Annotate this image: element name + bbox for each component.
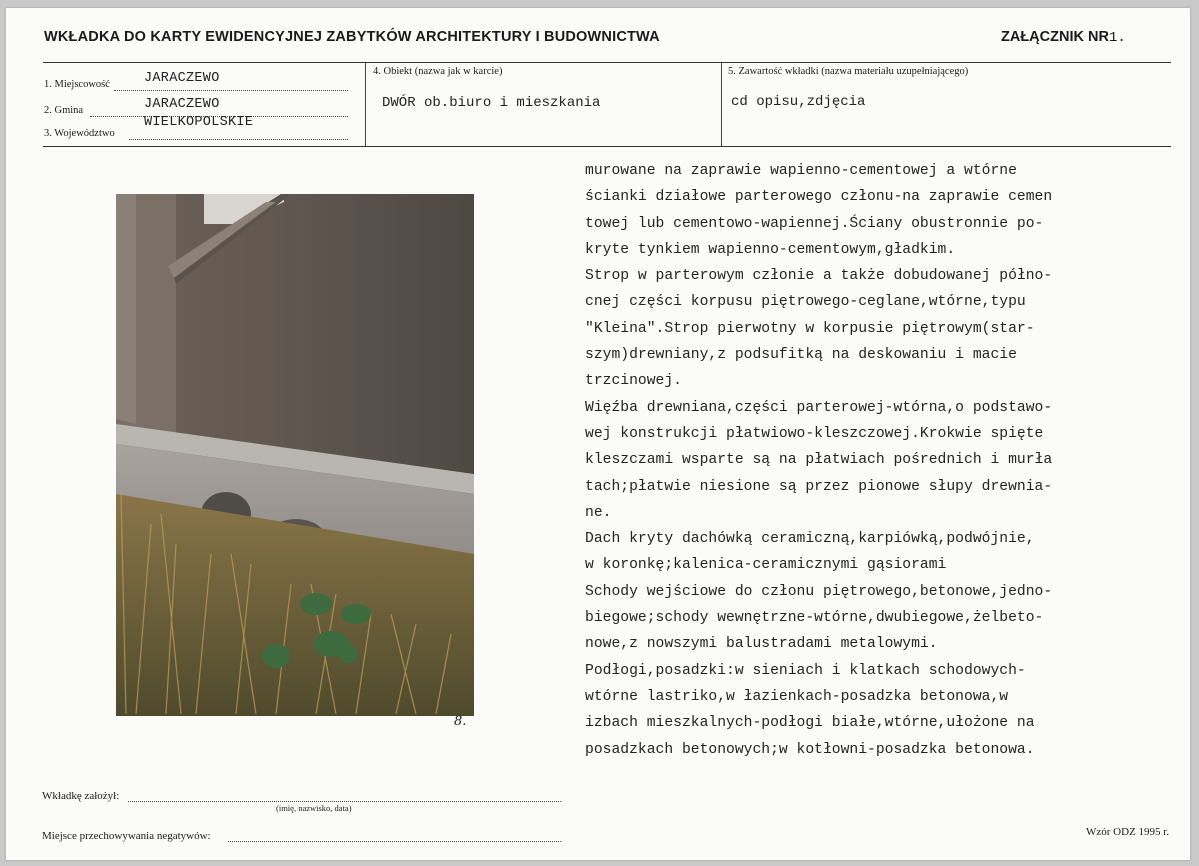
created-by-dots bbox=[128, 801, 561, 802]
description-line: Schody wejściowe do członu piętrowego,betonowe,jedno- bbox=[585, 583, 1053, 600]
description-line: Podłogi,posadzki:w sieniach i klatkach schodowych- bbox=[585, 662, 1026, 679]
header-bottom-rule bbox=[43, 146, 1171, 147]
description-line: Więźba drewniana,części parterowej-wtórna,o podstawo- bbox=[585, 399, 1053, 416]
locality-dots bbox=[114, 90, 348, 91]
description-line: w koronkę;kalenica-ceramicznymi gąsiorami bbox=[585, 557, 947, 574]
description-text bbox=[585, 158, 1145, 763]
building-wall-photo bbox=[116, 194, 474, 716]
voivodeship-label: 3. Województwo bbox=[44, 128, 115, 139]
description-line: wtórne lastriko,w łazienkach-posadzka betonowa,w bbox=[585, 688, 1009, 705]
header-divider-2 bbox=[721, 63, 722, 146]
description-line: biegowe;schody wewnętrzne-wtórne,dwubiegowe,żelbeto- bbox=[585, 610, 1044, 627]
voivodeship-value: WIELKOPOLSKIE bbox=[144, 115, 254, 130]
locality-label: 1. Miejscowość bbox=[44, 79, 110, 90]
description-line: kleszczami wsparte są na płatwiach pośrednich i murła bbox=[585, 452, 1053, 469]
form-code: Wzór ODZ 1995 r. bbox=[1086, 826, 1170, 838]
description-line: ścianki działowe parterowego członu-na zaprawie cemen bbox=[585, 189, 1053, 206]
annex-number-value: 1. bbox=[1108, 30, 1126, 46]
content-value: cd opisu,zdjęcia bbox=[731, 94, 866, 110]
description-line: Strop w parterowym członie a także dobudowanej półno- bbox=[585, 268, 1053, 285]
negatives-dots bbox=[228, 841, 561, 842]
commune-label: 2. Gmina bbox=[44, 105, 84, 116]
header-top-rule bbox=[43, 62, 1171, 63]
description-line: nowe,z nowszymi balustradami metalowymi. bbox=[585, 636, 938, 653]
description-line: izbach mieszkalnych-podłogi białe,wtórne,ułożone na bbox=[585, 715, 1035, 732]
description-line: Dach kryty dachówką ceramiczną,karpiówką,podwójnie, bbox=[585, 531, 1035, 548]
description-line: kryte tynkiem wapienno-cementowym,gładkim. bbox=[585, 241, 956, 258]
description-line: tach;płatwie niesione są przez pionowe słupy drewnia- bbox=[585, 478, 1053, 495]
description-line: posadzkach betonowych;w kotłowni-posadzka betonowa. bbox=[585, 741, 1035, 758]
description-line: murowane na zaprawie wapienno-cementowej a wtórne bbox=[585, 163, 1017, 179]
created-by-hint: (imię, nazwisko, data) bbox=[276, 803, 352, 813]
annex-label: ZAŁĄCZNIK NR bbox=[1001, 29, 1109, 45]
object-label: 4. Obiekt (nazwa jak w karcie) bbox=[373, 66, 503, 77]
record-sheet bbox=[6, 8, 1190, 860]
created-by-label: Wkładkę założył: bbox=[42, 790, 120, 802]
description-line: cnej części korpusu piętrowego-ceglane,wtórne,typu bbox=[585, 294, 1026, 311]
page-title: WKŁADKA DO KARTY EWIDENCYJNEJ ZABYTKÓW ARCHITEKTURY I BUDOWNICTWA bbox=[44, 29, 660, 45]
description-line: szym)drewniany,z podsufitką na deskowaniu i macie bbox=[585, 347, 1017, 364]
annex-number bbox=[1001, 29, 1126, 46]
negatives-label: Miejsce przechowywania negatywów: bbox=[42, 830, 211, 842]
description-line: trzcinowej. bbox=[585, 373, 682, 390]
description-line: towej lub cementowo-wapiennej.Ściany obustronnie po- bbox=[585, 215, 1044, 232]
description-line: ne. bbox=[585, 504, 612, 521]
voivodeship-dots bbox=[129, 139, 348, 140]
locality-value: JARACZEWO bbox=[144, 71, 220, 86]
object-value: DWÓR ob.biuro i mieszkania bbox=[382, 95, 601, 111]
commune-value: JARACZEWO bbox=[144, 97, 220, 112]
content-label: 5. Zawartość wkładki (nazwa materiału uzupełniającego) bbox=[728, 66, 969, 77]
description-line: "Kleina".Strop pierwotny w korpusie piętrowym(star- bbox=[585, 320, 1035, 337]
photo-illustration bbox=[116, 194, 474, 716]
description-line: wej konstrukcji płatwiowo-kleszczowej.Krokwie spięte bbox=[585, 425, 1044, 442]
header-divider-1 bbox=[365, 63, 366, 146]
photo-number: 8. bbox=[454, 714, 467, 729]
